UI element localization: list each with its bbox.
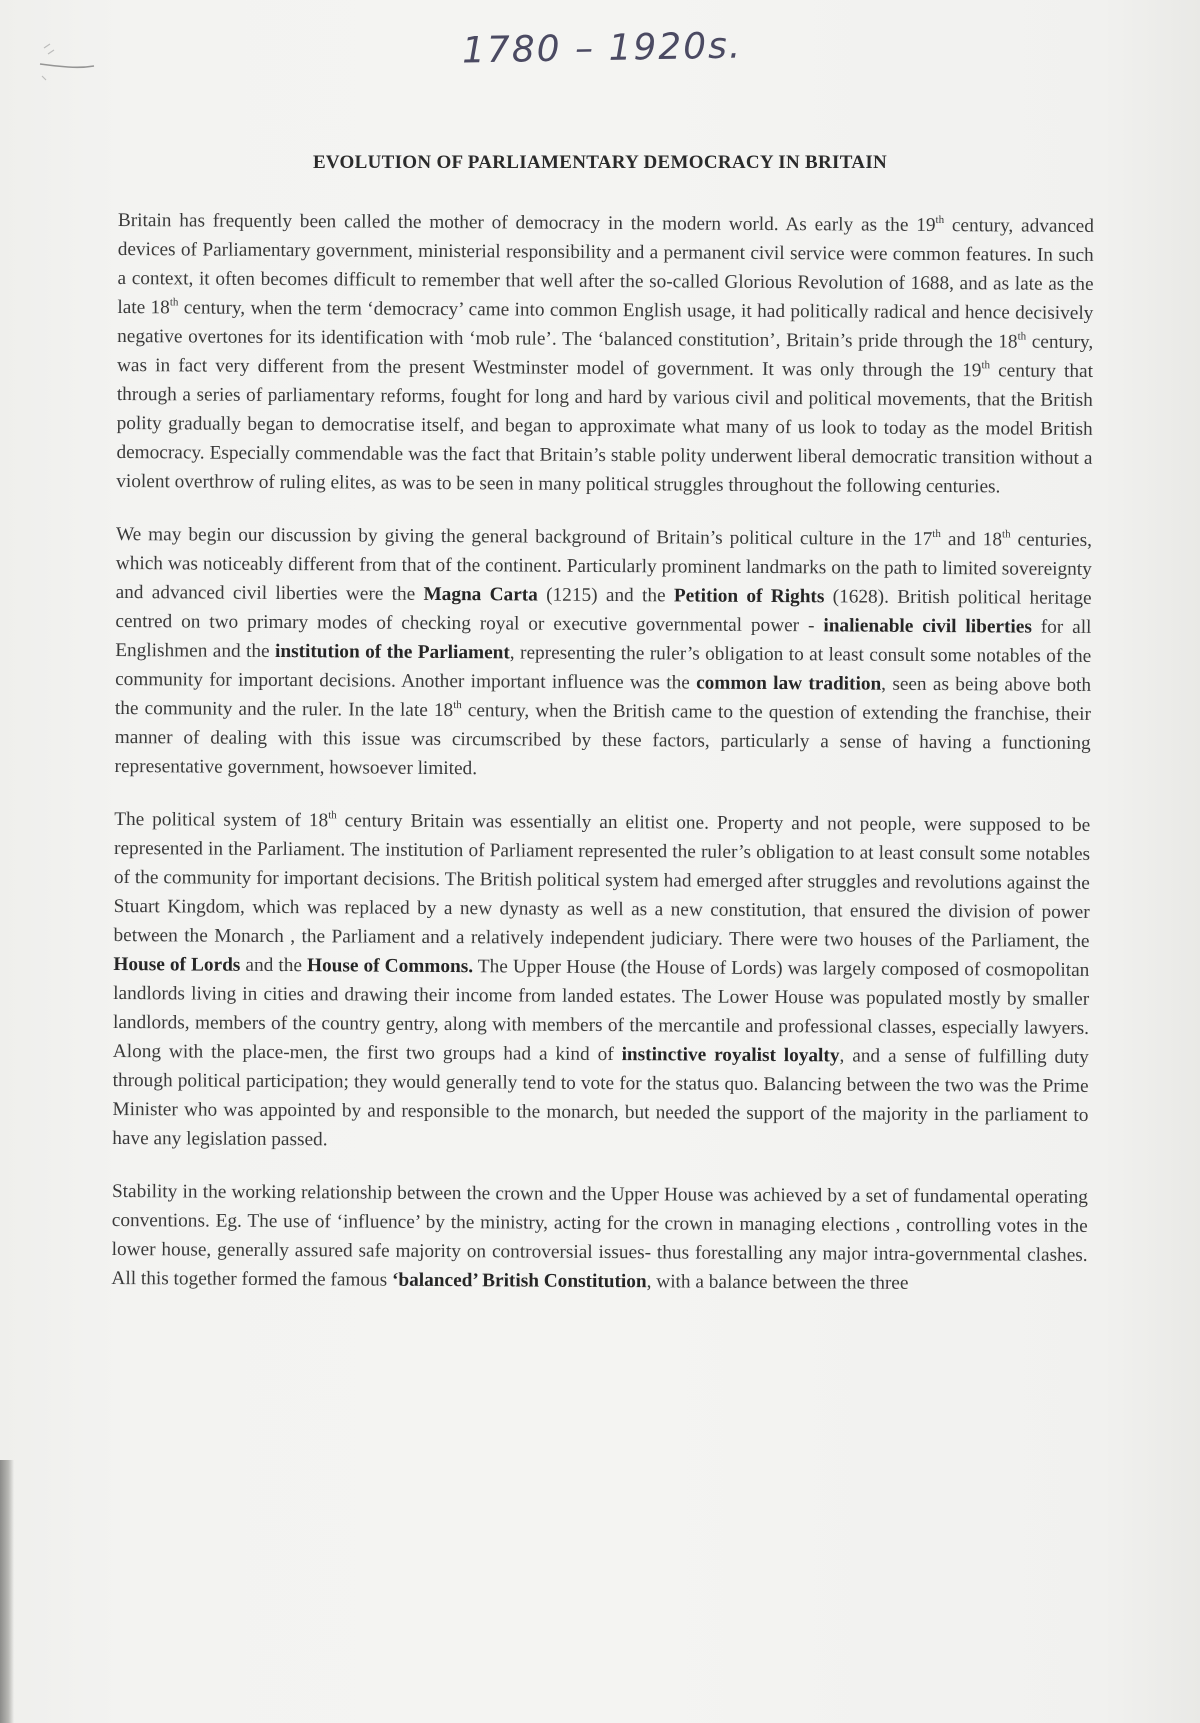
- paragraph-1: Britain has frequently been called the mother of democracy in the modern world. As early as the 19th century, advanced devices of Parliamentary government, ministerial responsibility and a permanent civil service were common features. In such a context, it often becomes difficult to remember that well after the so-called Glorious Revolution of 1688, and as late as the late 18th century, when the term ‘democracy’ came into common English usage, it had politically radical and hence decisively negative overtones for its identification with ‘mob rule’. The ‘balanced constitution’, Britain’s pride through the 18th century, was in fact very different from the present Westminster model of government. It was only through the 19th century that through a series of parliamentary reforms, fought for long and hard by various civil and political movements, that the British polity gradually began to democratise itself, and began to approximate what many of us look to today as the model British democracy. Especially commendable was the fact that Britain’s stable polity underwent liberal democratic transition without a violent overthrow of ruling elites, as was to be seen in many political struggles throughout the following centuries.: [116, 209, 1094, 498]
- paragraph-3: The political system of 18th century Britain was essentially an elitist one. Property and not people, were supposed to be represented in the Parliament. The institution of Parliament represented the ruler’s obligation to at least consult some notables of the community for important decisions. The British political system had emerged after struggles and revolutions against the Stuart Kingdom, which was replaced by a new dynasty as well as a new constitution, that ensured the division of power between the Monarch , the Parliament and a relatively independent judiciary. There were two houses of the Parliament, the House of Lords and the House of Commons. The Upper House (the House of Lords) was largely composed of cosmopolitan landlords living in cities and drawing their income from landed estates. The Lower House was populated mostly by smaller landlords, members of the country gentry, along with members of the mercantile and professional classes, especially lawyers. Along with the place-men, the first two groups had a kind of instinctive royalist loyalty, and a sense of fulfilling duty through political participation; they would generally tend to vote for the status quo. Balancing between the two was the Prime Minister who was appointed by and responsible to the monarch, but needed the support of the majority in the parliament to have any legislation passed.: [112, 808, 1091, 1151]
- paragraph-2: We may begin our discussion by giving the general background of Britain’s political culture in the 17th and 18th centuries, which was noticeably different from that of the continent. Particularly prominent landmarks on the path to limited sovereignty and advanced civil liberties were the Magna Carta (1215) and the Petition of Rights (1628). British political heritage centred on two primary modes of checking royal or executive governmental power - inalienable civil liberties for all Englishmen and the institution of the Parliament, representing the ruler’s obligation to at least consult some notables of the community for important decisions. Another important influence was the common law tradition, seen as being above both the community and the ruler. In the late 18th century, when the British came to the question of extending the franchise, their manner of dealing with this issue was circumscribed by these factors, particularly a sense of having a functioning representative government, howsoever limited.: [114, 523, 1093, 780]
- handwritten-date-range: 1780 – 1920s.: [461, 25, 743, 72]
- page-edge-shadow: [0, 1460, 14, 1723]
- document-body: [111, 206, 1094, 1323]
- paragraph-4: Stability in the working relationship between the crown and the Upper House was achieved by a set of fundamental operating conventions. Eg. The use of ‘influence’ by the ministry, acting for the crown in managing elections , controlling votes in the lower house, generally assured safe majority on controversial issues- thus forestalling any major intra-governmental clashes. All this together formed the famous ‘balanced’ British Constitution, with a balance between the three: [111, 1180, 1089, 1294]
- document-title: EVOLUTION OF PARLIAMENTARY DEMOCRACY IN BRITAIN: [312, 152, 888, 173]
- pencil-scribble-mark: [34, 36, 104, 86]
